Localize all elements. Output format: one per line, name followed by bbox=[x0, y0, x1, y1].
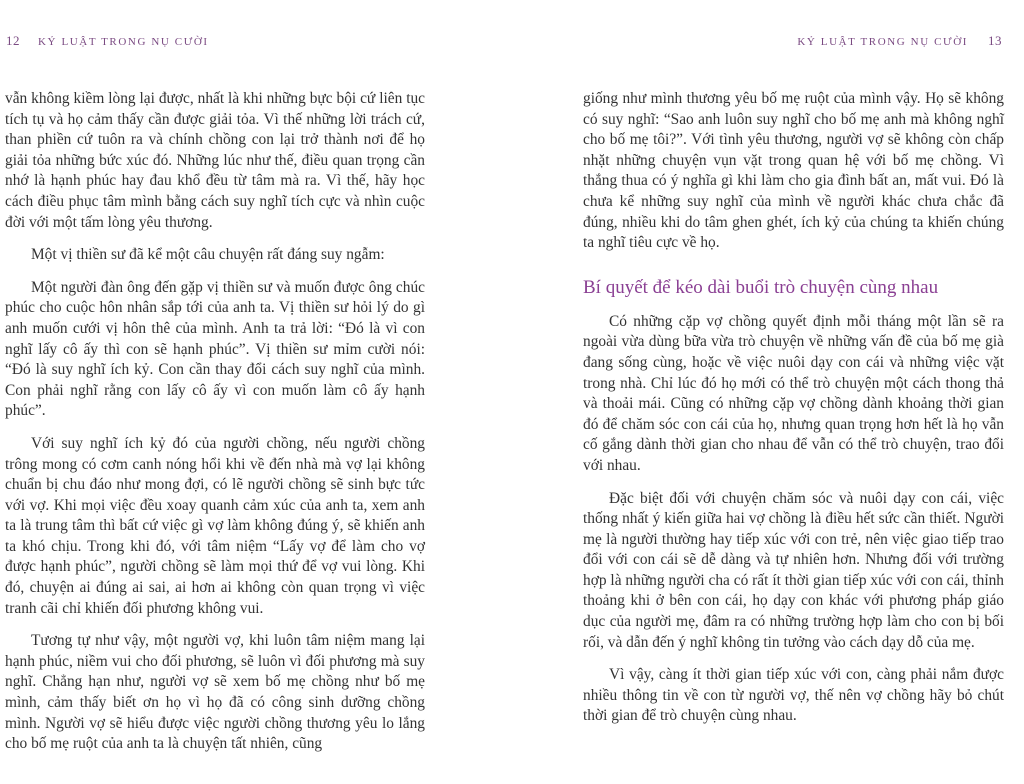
paragraph: Tương tự như vậy, một người vợ, khi luôn tâm niệm mang lại hạnh phúc, niềm vui cho đối phương, sẽ luôn vì đối phương mà suy nghĩ. Chẳng hạn như, người vợ sẽ xem bố mẹ chồng như bố mẹ mình, cảm thấy biết ơn họ vì họ đã có công sinh dưỡng chồng mình. Người vợ sẽ hiểu được việc người chồng thương yêu lo lắng cho bố mẹ ruột của anh ta là chuyện tất nhiên, cũng bbox=[5, 632, 425, 753]
left-body-text bbox=[5, 89, 425, 767]
paragraph: vẫn không kiềm lòng lại được, nhất là khi những bực bội cứ liên tục tích tụ và họ cảm thấy cần được giải tỏa. Vì thế những lời trách cứ, than phiền cứ tuôn ra và chính chồng con lại trở thành nơi để họ giải tỏa những bức xúc đó. Những lúc như thế, điều quan trọng cần nhớ là hạnh phúc hay đau khổ đều từ tâm mà ra. Vì thế, hãy học cách điều phục tâm mình bằng cách suy nghĩ tích cực và nhìn cuộc đời với một tấm lòng yêu thương. bbox=[5, 90, 425, 231]
left-running-title: KỶ LUẬT TRONG NỤ CƯỜI bbox=[38, 36, 209, 48]
right-body-text bbox=[583, 89, 1004, 739]
right-page bbox=[512, 0, 1024, 784]
right-running-head bbox=[797, 33, 1002, 49]
paragraph: Một vị thiền sư đã kể một câu chuyện rất đáng suy ngẫm: bbox=[31, 246, 385, 264]
section-heading: Bí quyết để kéo dài buổi trò chuyện cùng nhau bbox=[583, 276, 939, 298]
paragraph: Có những cặp vợ chồng quyết định mỗi tháng một lần sẽ ra ngoài vừa dùng bữa vừa trò chuyện về những vấn đề của bố mẹ già đang sống cùng, hoặc về việc nuôi dạy con cái và những việc vặt trong nhà. Chỉ lúc đó họ mới có thể trò chuyện một cách thong thả và thoải mái. Cũng có những cặp vợ chồng dành khoảng thời gian đó để chăm sóc con cái của họ, nhưng quan trọng hơn hết là họ vẫn cố gắng dành thời gian cho nhau để vẫn có thể trò chuyện, trao đổi với nhau. bbox=[583, 312, 1004, 474]
left-page-number: 12 bbox=[6, 33, 20, 48]
paragraph: giống như mình thương yêu bố mẹ ruột của mình vậy. Họ sẽ không có suy nghĩ: “Sao anh luôn suy nghĩ cho bố mẹ anh mà không nghĩ cho bố mẹ tôi?”. Với tình yêu thương, người vợ sẽ không còn chấp nhặt những chuyện vụn vặt trong quan hệ với bố mẹ chồng. Vì thắng thua có ý nghĩa gì khi làm cho gia đình bất an, mất vui. Đó là chưa kể những suy nghĩ của mình về người khác chưa chắc đã đúng, nhiều khi do tâm ghen ghét, ích kỷ của chúng ta khiến chúng ta nghĩ tiêu cực về họ. bbox=[583, 90, 1004, 252]
paragraph: Đặc biệt đối với chuyện chăm sóc và nuôi dạy con cái, việc thống nhất ý kiến giữa hai vợ chồng là điều hết sức cần thiết. Người mẹ là người thường hay tiếp xúc với con trẻ, nên việc giao tiếp trao đổi với con cái sẽ dễ dàng và tự nhiên hơn. Nhưng đối với trường hợp là những người cha có rất ít thời gian tiếp xúc với con cái, thỉnh thoảng khi ở bên con cái, họ dạy con khác với phương pháp giáo dục của người mẹ, đâm ra có những trường hợp làm cho con bị bối rối, và dẫn đến ý nghĩ không tin tưởng vào cách dạy dỗ của mẹ. bbox=[583, 489, 1004, 651]
right-running-title: KỶ LUẬT TRONG NỤ CƯỜI bbox=[797, 36, 968, 48]
paragraph: Một người đàn ông đến gặp vị thiền sư và muốn được ông chúc phúc cho cuộc hôn nhân sắp tới của anh ta. Vị thiền sư hỏi lý do gì anh muốn cưới vị hôn thê của mình. Anh ta trả lời: “Đó là vì con nghĩ lấy cô ấy thì con sẽ hạnh phúc”. Vị thiền sư mỉm cười nói: “Đó là suy nghĩ ích kỷ. Con cần thay đổi cách suy nghĩ của mình. Con phải nghĩ rằng con lấy cô ấy vì con muốn làm cô ấy hạnh phúc”. bbox=[5, 278, 425, 420]
right-page-number: 13 bbox=[988, 33, 1002, 48]
left-running-head bbox=[6, 33, 209, 49]
paragraph: Với suy nghĩ ích kỷ đó của người chồng, nếu người chồng trông mong có cơm canh nóng hổi khi về đến nhà mà vợ lại không chuẩn bị chu đáo như mong đợi, có lẽ người chồng sẽ sinh bực tức với vợ. Khi mọi việc đều xoay quanh cảm xúc của anh ta, xem anh ta là trung tâm thì bất cứ việc gì vợ làm không đúng ý, sẽ khiến anh ta khó chịu. Trong khi đó, với tâm niệm “Lấy vợ để làm cho vợ được hạnh phúc”, người chồng sẽ làm mọi thứ để vợ vui lòng. Khi đó, chuyện ai đúng ai sai, ai hơn ai không còn quan trọng vì việc tranh cãi chỉ khiến đối phương không vui. bbox=[5, 434, 425, 617]
paragraph: Vì vậy, càng ít thời gian tiếp xúc với con, càng phải nắm được nhiều thông tin về con từ người vợ, thế nên vợ chồng hãy bỏ chút thời gian để trò chuyện cùng nhau. bbox=[583, 666, 1004, 725]
